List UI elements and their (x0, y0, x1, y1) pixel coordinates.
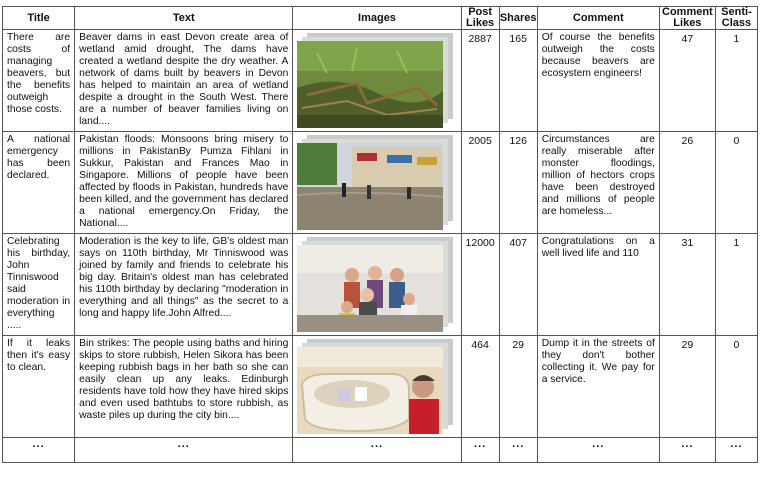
row-shares: 126 (509, 135, 527, 147)
header-shares: Shares (499, 7, 537, 30)
beaver-dam-photo-icon (297, 33, 453, 128)
ellipsis-cell: ... (293, 438, 461, 463)
row-post-likes: 2005 (468, 135, 492, 147)
row-text: Beaver dams in east Devon create area of wetland amid drought, The dams have created a wetland despite the dry weather. A network of dams built by beavers in Devon has helped to maintain an area of wetland despite a drought in the South West. There are a number of beaver families living on land.... (79, 32, 289, 127)
bathtub-rubbish-photo-icon (297, 339, 453, 434)
header-post-likes-line2: Likes (466, 17, 495, 29)
social-media-dataset-table (2, 6, 758, 463)
header-senti-line1: Senti- (721, 6, 752, 18)
header-comment: Comment (537, 7, 659, 30)
ellipsis-cell: ... (3, 438, 75, 463)
ellipsis-cell: ... (659, 438, 715, 463)
flooded-street-photo-icon (297, 135, 453, 230)
birthday-group-photo-icon (297, 237, 453, 332)
row-shares: 407 (509, 237, 527, 249)
table-row (3, 234, 758, 336)
header-text: Text (75, 7, 293, 30)
row-senti-class: 0 (733, 135, 740, 147)
row-shares: 165 (509, 33, 527, 45)
row-comment-likes: 26 (681, 135, 694, 147)
header-comment-likes (659, 7, 715, 30)
row-title: If it leaks then it's easy to clean. (7, 338, 71, 373)
row-comment: Congratulations on a well lived life and 110 (541, 236, 655, 259)
row-comment-likes: 31 (681, 237, 694, 249)
header-comment-likes-line1: Comment (662, 6, 713, 18)
header-row (3, 7, 758, 30)
table-row (3, 132, 758, 234)
row-text: Pakistan floods: Monsoons bring misery to millions in PakistanBy Pumza Fihlani in Sukkur, Pakistan and Frances Mao in Singapore. Millions of people have been affected by floods in Pakistan, hundreds have been killed, and the government has declared a national emergency.On Friday, the National.... (79, 134, 289, 229)
row-post-likes: 2887 (468, 33, 492, 45)
row-senti-class: 1 (733, 237, 740, 249)
row-comment: Circumstances are really miserable after monster floodings, million of hectors crops have been destroyed and millions of people are homeless... (541, 134, 655, 217)
table-row (3, 30, 758, 132)
row-comment: Of course the benefits outweigh the costs because beavers are ecosystem engineers! (541, 32, 655, 79)
ellipsis-row (3, 438, 758, 463)
table-row (3, 336, 758, 438)
row-title: There are costs of managing beavers, but the benefits outweigh those costs. (7, 32, 71, 115)
row-title: A national emergency has been declared. (7, 134, 71, 181)
row-comment: Dump it in the streets of they don't bother collecting it. We pay for a service. (541, 338, 655, 385)
row-post-likes: 464 (471, 339, 489, 351)
row-comment-likes: 47 (681, 33, 694, 45)
header-title: Title (3, 7, 75, 30)
row-text: Bin strikes: The people using baths and hiring skips to store rubbish, Helen Sikora has been keeping rubbish bags in her bath so she can easily clean up any leaks. Edinburgh residents have told how they have hired skips and even used bathtubs to store rubbish, as waste piles up during the city bin.... (79, 338, 289, 421)
header-senti-line2: Class (721, 17, 752, 29)
ellipsis-cell: ... (461, 438, 499, 463)
header-post-likes (461, 7, 499, 30)
row-post-likes: 12000 (465, 237, 495, 249)
header-senti-class (715, 7, 757, 30)
row-senti-class: 0 (733, 339, 740, 351)
header-images: Images (293, 7, 461, 30)
header-comment-likes-line2: Likes (673, 17, 702, 29)
ellipsis-cell: ... (75, 438, 293, 463)
ellipsis-cell: ... (715, 438, 757, 463)
row-shares: 29 (512, 339, 524, 351)
ellipsis-cell: ... (499, 438, 537, 463)
header-post-likes-line1: Post (468, 6, 493, 18)
row-comment-likes: 29 (681, 339, 694, 351)
row-text: Moderation is the key to life, GB's oldest man says on 110th birthday, Mr Tinniswood was joined by family and friends to celebrate his big day. Britain's oldest man has celebrated his 110th birthday by declaring "moderation in everything and all things" as the secret to a long and happy life.John Alfred.... (79, 236, 289, 319)
row-senti-class: 1 (733, 33, 740, 45)
row-title: Celebrating his birthday, John Tinniswood said moderation in everything ..... (7, 236, 71, 331)
ellipsis-cell: ... (537, 438, 659, 463)
